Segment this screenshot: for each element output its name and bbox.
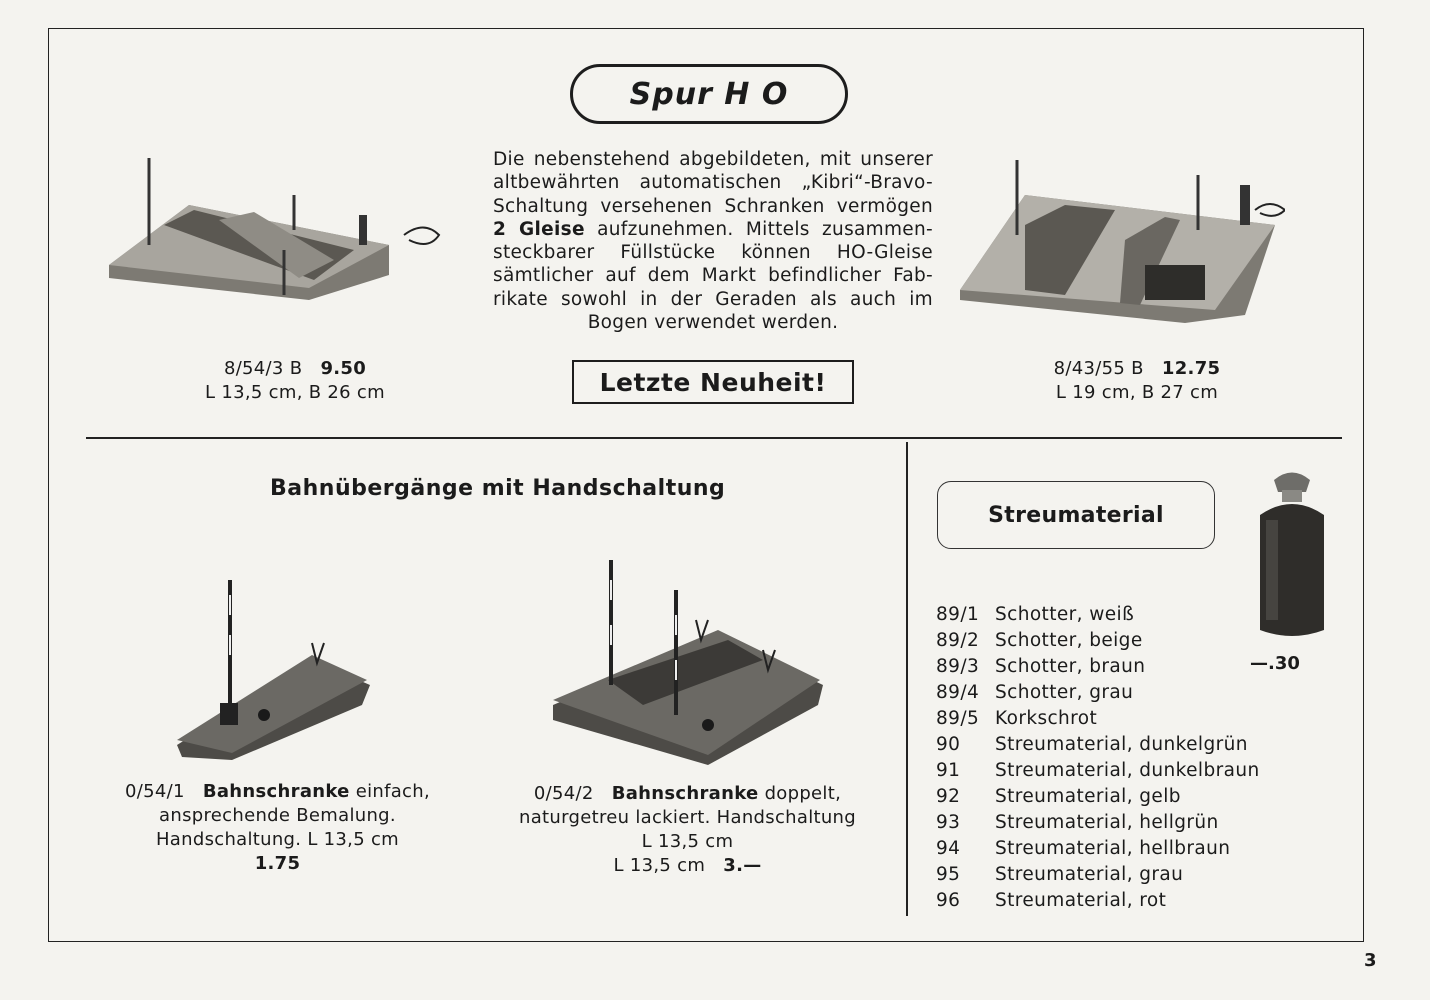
- item-code: 94: [936, 838, 961, 859]
- product-code: 8/43/55 B: [1053, 358, 1144, 379]
- item-name: Streumaterial, hellgrün: [995, 812, 1219, 833]
- list-item: [936, 706, 1276, 732]
- item-name: Schotter, weiß: [995, 604, 1135, 625]
- item-code: 89/1: [936, 604, 980, 625]
- list-item: [936, 784, 1276, 810]
- level-crossing-image-right: [955, 155, 1285, 330]
- page-title: Spur H O: [570, 64, 848, 124]
- item-name: Schotter, grau: [995, 682, 1134, 703]
- caption-line: [110, 852, 445, 876]
- caption-line: Handschaltung. L 13,5 cm: [155, 829, 400, 850]
- product-name: Bahnschranke: [611, 783, 759, 804]
- list-item: [936, 680, 1276, 706]
- item-name: Streumaterial, hellbraun: [995, 838, 1231, 859]
- list-item: [936, 732, 1276, 758]
- product-name: Bahnschranke: [202, 781, 350, 802]
- streumaterial-list: [936, 602, 1276, 914]
- caption-line: [500, 854, 875, 878]
- product-dimensions: L 13,5 cm, B 26 cm: [205, 382, 385, 403]
- item-name: Korkschrot: [995, 708, 1098, 729]
- item-name: Schotter, braun: [995, 656, 1146, 677]
- list-item: [936, 654, 1276, 680]
- double-barrier-caption: [500, 782, 875, 878]
- item-code: 93: [936, 812, 961, 833]
- item-code: 89/2: [936, 630, 980, 651]
- product-caption-left: [150, 357, 440, 405]
- single-barrier-caption: [110, 780, 445, 876]
- item-code: 89/4: [936, 682, 980, 703]
- product-desc: einfach,: [355, 781, 430, 802]
- item-name: Streumaterial, dunkelgrün: [995, 734, 1248, 755]
- double-barrier-image: [548, 555, 828, 775]
- product-code: 0/54/1: [125, 781, 185, 802]
- product-code-price: [992, 357, 1282, 381]
- list-item: [936, 602, 1276, 628]
- item-code: 92: [936, 786, 961, 807]
- intro-line: altbewährten automatischen „Kibri“-Bravo-: [493, 172, 933, 194]
- product-code-price: [150, 357, 440, 381]
- section-heading-streumaterial: Streumaterial: [937, 481, 1215, 549]
- intro-line: Schaltung versehenen Schranken vermögen: [493, 195, 933, 217]
- intro-line: [493, 218, 933, 241]
- intro-line: Die nebenstehend abgebildeten, mit unserer: [493, 149, 933, 170]
- intro-line: rikate sowohl in der Geraden als auch im: [493, 288, 933, 310]
- item-code: 90: [936, 734, 961, 755]
- item-code: 96: [936, 890, 961, 911]
- item-code: 89/5: [936, 708, 980, 729]
- product-caption-right: [992, 357, 1282, 405]
- section-divider-vertical: [906, 442, 908, 916]
- product-desc: doppelt,: [764, 783, 842, 804]
- item-code: 89/3: [936, 656, 980, 677]
- streumaterial-price: —.30: [1250, 653, 1300, 674]
- product-price: 3.—: [723, 855, 762, 876]
- caption-line: ansprechende Bemalung.: [159, 805, 396, 826]
- list-item: [936, 836, 1276, 862]
- caption-line: naturgetreu lackiert. Handschaltung: [519, 807, 856, 828]
- product-code: 0/54/2: [533, 783, 594, 804]
- item-code: 91: [936, 760, 961, 781]
- item-code: 95: [936, 864, 961, 885]
- product-dimensions: L 13,5 cm: [613, 855, 706, 876]
- list-item: [936, 758, 1276, 784]
- section-divider-horizontal: [86, 437, 1342, 439]
- section-heading-handschaltung: Bahnübergänge mit Handschaltung: [270, 476, 726, 501]
- product-price: 9.50: [320, 358, 367, 379]
- item-name: Streumaterial, gelb: [995, 786, 1181, 807]
- intro-line: Bogen verwendet werden.: [587, 312, 839, 334]
- product-dimensions: L 19 cm, B 27 cm: [1055, 382, 1219, 403]
- item-name: Streumaterial, grau: [995, 864, 1184, 885]
- level-crossing-image-left: [104, 150, 454, 310]
- item-name: Streumaterial, dunkelbraun: [995, 760, 1260, 781]
- item-name: Streumaterial, rot: [995, 890, 1167, 911]
- list-item: [936, 862, 1276, 888]
- list-item: [936, 888, 1276, 914]
- caption-line: L 13,5 cm: [641, 831, 734, 852]
- intro-paragraph: [493, 148, 933, 334]
- list-item: [936, 628, 1276, 654]
- intro-line: sämtlicher auf dem Markt befindlicher Fab-: [493, 265, 933, 287]
- item-name: Schotter, beige: [995, 630, 1143, 651]
- list-item: [936, 810, 1276, 836]
- product-code: 8/54/3 B: [223, 358, 303, 379]
- intro-line: steckbarer Füllstücke können HO-Gleise: [493, 242, 933, 264]
- product-price: 1.75: [254, 853, 301, 874]
- caption-line: [110, 780, 445, 804]
- page-number: 3: [1364, 950, 1377, 971]
- new-badge: Letzte Neuheit!: [572, 360, 854, 404]
- intro-line-4: 2 Gleise aufzunehmen. Mittels zusammen-: [493, 218, 933, 240]
- caption-line: [500, 782, 875, 806]
- product-price: 12.75: [1161, 358, 1221, 379]
- single-barrier-image: [172, 575, 377, 765]
